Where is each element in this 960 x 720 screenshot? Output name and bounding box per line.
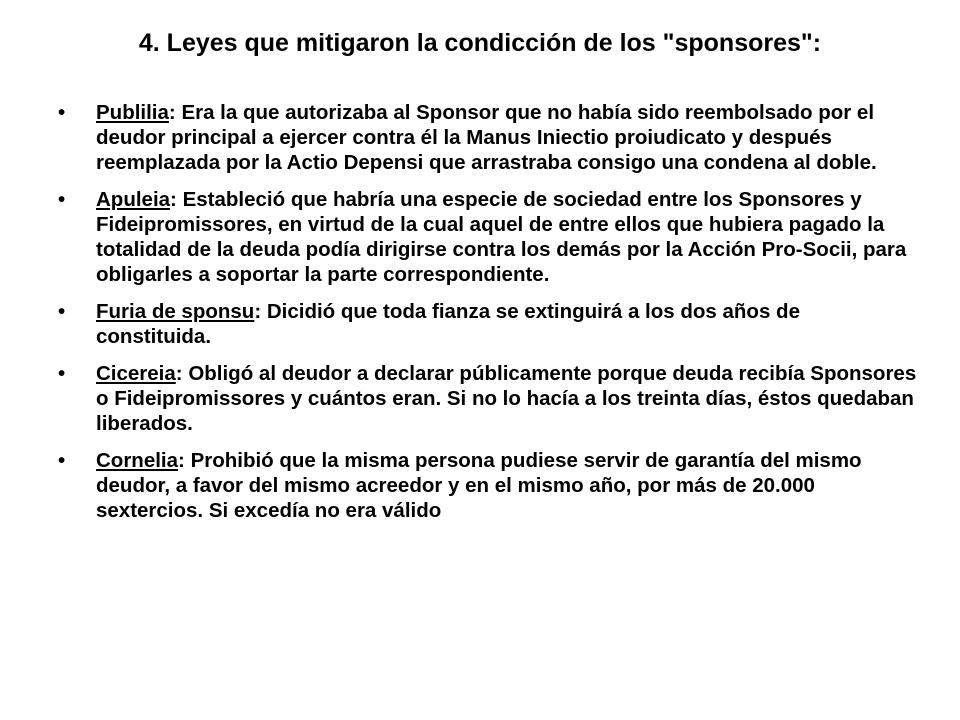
law-item-furia <box>58 299 918 349</box>
law-separator: : <box>168 101 182 124</box>
law-item-cicereia <box>58 361 918 436</box>
law-description: Estableció que habría una especie de sociedad entre los Sponsores y Fideipromissores, en virtud de la cual aquel de entre ellos que hubiera pagado la totalidad de la deuda podía dirigirse contra los demás por la Acción Pro-Socii, para obligarles a soportar la parte correspondiente. <box>96 188 907 286</box>
bullet-icon: • <box>58 362 66 385</box>
law-description: Prohibió que la misma persona pudiese servir de garantía del mismo deudor, a favor del mismo acreedor y en el mismo año, por más de 20.000 sextercios. Si excedía no era válido <box>96 449 862 522</box>
law-item-cornelia <box>58 448 918 523</box>
law-name: Cicereia <box>96 362 176 385</box>
law-description: Era la que autorizaba al Sponsor que no había sido reembolsado por el deudor principal a ejercer contra él la Manus Iniectio proiudicato y después reemplazada por la Actio Depensi que arrastraba consigo una condena al doble. <box>96 101 877 174</box>
law-separator: : <box>175 362 189 385</box>
bullet-icon: • <box>58 101 66 124</box>
bullet-icon: • <box>58 449 66 472</box>
law-name: Cornelia <box>96 449 179 472</box>
law-name: Publilia <box>96 101 169 124</box>
law-name: Furia de sponsu <box>96 300 255 323</box>
law-item-apuleia <box>58 187 918 287</box>
law-description: Dicidió que toda fianza se extinguirá a los dos años de constituida. <box>96 300 800 348</box>
law-name: Apuleia <box>96 188 171 211</box>
bullet-icon: • <box>58 300 66 323</box>
law-separator: : <box>254 300 267 323</box>
law-description: Obligó al deudor a declarar públicamente porque deuda recibía Sponsores o Fideipromissores y cuántos eran. Si no lo hacía a los treinta días, éstos quedaban liberados. <box>96 362 917 435</box>
law-separator: : <box>178 449 191 472</box>
slide-title: 4. Leyes que mitigaron la condicción de los "sponsores": <box>138 29 822 57</box>
law-separator: : <box>170 188 183 211</box>
bullet-icon: • <box>58 188 66 211</box>
law-list <box>58 100 918 535</box>
law-item-publilia <box>58 100 918 175</box>
